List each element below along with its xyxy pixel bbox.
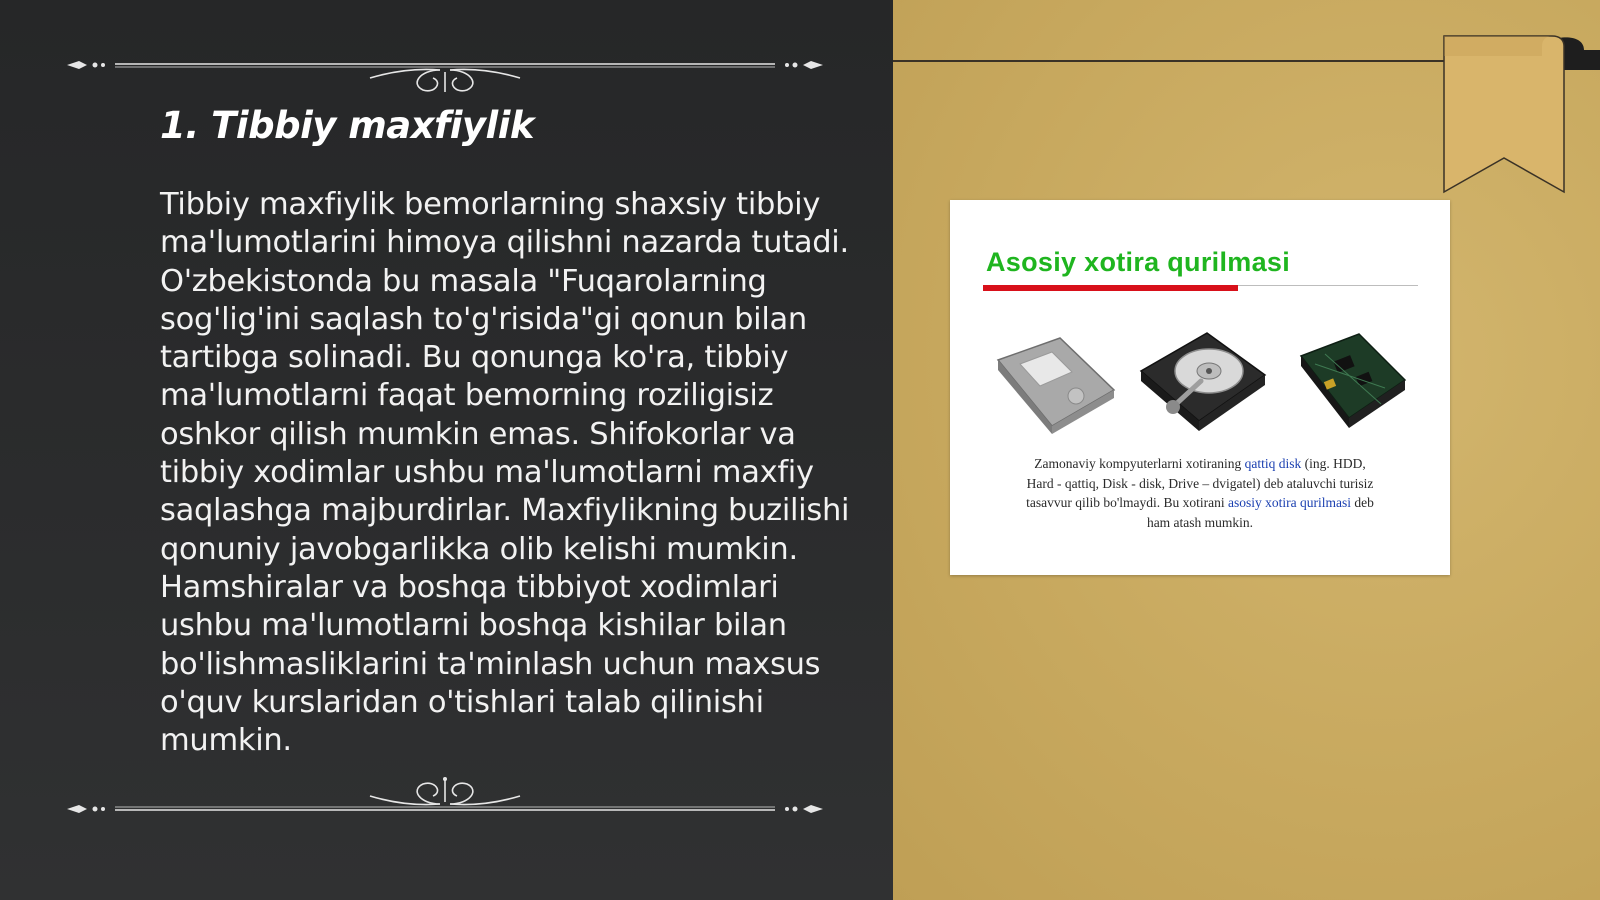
bottom-ornament-divider	[65, 776, 825, 826]
picture-title-rule	[1238, 285, 1418, 286]
picture-title-underline	[983, 285, 1238, 291]
caption-text-3: deb ham atash mumkin.	[1146, 495, 1374, 530]
hard-drive-open-icon	[1135, 325, 1270, 437]
top-ornament-divider	[65, 42, 825, 92]
caption-link-asosiy-xotira: asosiy xotira qurilmasi	[1228, 495, 1352, 510]
hard-drive-closed-icon	[990, 330, 1120, 435]
caption-text-1: Zamonaviy kompyuterlarni xotiraning	[1034, 456, 1245, 471]
caption-text-2: (ing. HDD, Hard - qattiq, Disk - disk, Drive – dvigatel) deb ataluvchi turisiz tasavvur qilib bo'lmaydi. Bu xotirani	[1026, 456, 1374, 510]
picture-title: Asosiy xotira qurilmasi	[986, 247, 1291, 277]
slide-title: 1. Tibbiy maxfiylik	[160, 104, 535, 147]
slide-body-text: Tibbiy maxfiylik bemorlarning shaxsiy tibbiy ma'lumotlarini himoya qilishni nazarda tutadi. O'zbekistonda bu masala "Fuqarolarning sog'lig'ini saqlash to'g'risida"gi qonun bilan tartibga solinadi. Bu qonunga ko'ra, tibbiy ma'lumotlarni faqat bemorning roziligisiz oshkor qilish mumkin emas. Shifokorlar va tibbiy xodimlar ushbu ma'lumotlarni maxfiy saqlashga majburdirlar. Maxfiylikning buzilishi qonuniy javobgarlikka olib kelishi mumkin. Hamshiralar va boshqa tibbiyot xodimlari ushbu ma'lumotlarni boshqa kishilar bilan bo'lishmasliklarini ta'minlash uchun maxsus o'quv kurslaridan o'tishlari talab qilinishi mumkin.	[160, 187, 850, 759]
hard-disk-picture	[950, 200, 1450, 575]
hard-drive-board-icon	[1295, 328, 1410, 433]
bookmark-ribbon-icon	[1434, 30, 1600, 205]
caption-link-qattiq-disk: qattiq disk	[1244, 456, 1302, 471]
picture-caption	[1020, 454, 1380, 532]
